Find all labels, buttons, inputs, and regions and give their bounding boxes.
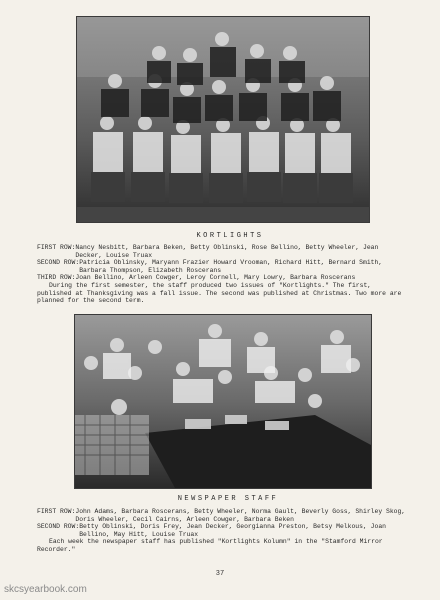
row-names: Patricia Oblinsky, Maryann Frazier Howard Vrooman, Richard Hitt, Bernard Smith, Barbara Thompson, Elizabeth Roscerans bbox=[79, 259, 383, 274]
kortlights-paragraph: During the first semester, the staff produced two issues of "Kortlights." The first, published at Thanksgiving was a fall issue. The second was published at Christmas. Two more are planned for the second term. bbox=[37, 281, 402, 305]
row-label: FIRST ROW: bbox=[37, 508, 76, 515]
row-label: SECOND ROW: bbox=[37, 259, 80, 267]
caption-row bbox=[37, 523, 407, 538]
kortlights-title: KORTLIGHTS bbox=[196, 232, 264, 240]
row-names: John Adams, Barbara Roscerans, Betty Wheeler, Norma Gault, Beverly Goss, Shirley Skog, Doris Wheeler, Cecil Cairns, Arleen Cowger, Barbara Beken bbox=[75, 508, 406, 523]
caption-row bbox=[37, 244, 407, 259]
caption-row bbox=[37, 259, 407, 274]
kortlights-caption bbox=[37, 244, 407, 305]
row-label: THIRD ROW: bbox=[37, 274, 76, 282]
row-names: Nancy Nesbitt, Barbara Beken, Betty Oblinski, Rose Bellino, Betty Wheeler, Jean Decker, Louise Truax bbox=[75, 244, 379, 259]
newspaper-staff-paragraph: Each week the newspaper staff has published "Kortlights Kolumn" in the "Stamford Mirror Recorder." bbox=[37, 538, 383, 553]
row-names: Joan Bellino, Arleen Cowger, Leroy Cornell, Mary Lowry, Barbara Roscerans bbox=[75, 274, 356, 282]
newspaper-staff-caption bbox=[37, 508, 407, 554]
kortlights-group-photo bbox=[76, 16, 370, 223]
caption-row bbox=[37, 508, 407, 523]
newspaper-staff-title: NEWSPAPER STAFF bbox=[177, 495, 279, 503]
row-names: Betty Oblinski, Doris Frey, Jean Decker, Georgianna Preston, Betsy Melkous, Joan Bellino, May Hitt, Louise Truax bbox=[79, 523, 386, 538]
row-label: FIRST ROW: bbox=[37, 244, 76, 251]
site-watermark: skcsyearbook.com bbox=[4, 584, 87, 595]
row-label: SECOND ROW: bbox=[37, 523, 80, 531]
page-number: 37 bbox=[215, 570, 225, 578]
caption-row bbox=[37, 274, 407, 282]
newspaper-staff-photo bbox=[74, 314, 372, 489]
